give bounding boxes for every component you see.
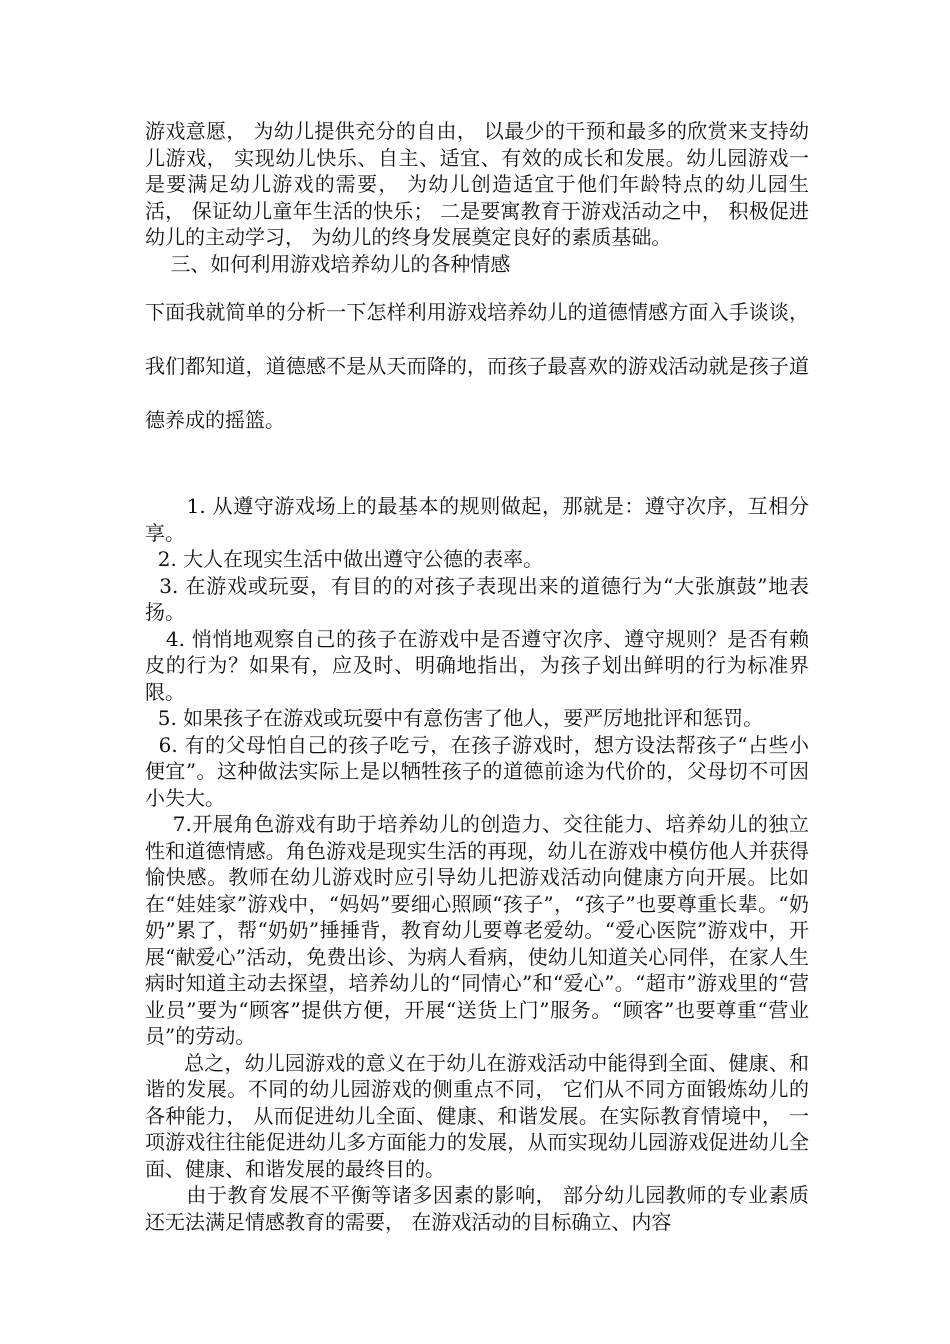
list-item-2: 2. 大人在现实生活中做出遵守公德的表率。: [145, 547, 544, 571]
list-item-4: 4. 悄悄地观察自己的孩子在游戏中是否遵守次序、遵守规则？是否有赖皮的行为？如果有，应及时、明确地指出，为孩子划出鲜明的行为标准界限。: [145, 626, 809, 704]
list-item-1: 1. 从遵守游戏场上的最基本的规则做起，那就是：遵守次序，互相分享。: [145, 494, 809, 545]
list-item-3: 3. 在游戏或玩耍，有目的的对孩子表现出来的道德行为“大张旗鼓”地表扬。: [145, 573, 810, 624]
document-page: [145, 118, 809, 1235]
list-item-6: 6. 有的父母怕自己的孩子吃亏，在孩子游戏时，想方设法帮孩子“占些小便宜”。这种做法实际上是以牺牲孩子的道德前途为代价的，父母切不可因小失大。: [145, 732, 809, 810]
intro-paragraph: 下面我就简单的分析一下怎样利用游戏培养幼儿的道德情感方面入手谈谈，我们都知道，道德感不是从天而降的，而孩子最喜欢的游戏活动就是孩子道德养成的摇篮。: [145, 300, 809, 432]
summary-paragraph: 总之，幼儿园游戏的意义在于幼儿在游戏活动中能得到全面、健康、和谐的发展。不同的幼儿园游戏的侧重点不同， 它们从不同方面锻炼幼儿的各种能力， 从而促进幼儿全面、健康、和谐发展。在实际教育情境中， 一项游戏往往能促进幼儿多方面能力的发展，从而实现幼儿园游戏促进幼儿全面、健康、和谐发展的最终目的。: [145, 1050, 809, 1181]
section-heading-3: 三、如何利用游戏培养幼儿的各种情感: [145, 251, 511, 276]
paragraph-top: 游戏意愿， 为幼儿提供充分的自由， 以最少的干预和最多的欣赏来支持幼儿游戏， 实现幼儿快乐、自主、适宜、有效的成长和发展。幼儿园游戏一是要满足幼儿游戏的需要， 为幼儿创造适宜于他们年龄特点的幼儿园生活， 保证幼儿童年生活的快乐； 二是要寓教育于游戏活动之中， 积极促进幼儿的主动学习， 为幼儿的终身发展奠定良好的素质基础。: [145, 119, 809, 249]
closing-paragraph: 由于教育发展不平衡等诸多因素的影响， 部分幼儿园教师的专业素质还无法满足情感教育的需要， 在游戏活动的目标确立、内容: [145, 1183, 810, 1234]
list-item-7: 7.开展角色游戏有助于培养幼儿的创造力、交往能力、培养幼儿的独立性和道德情感。角色游戏是现实生活的再现，幼儿在游戏中模仿他人并获得愉快感。教师在幼儿游戏时应引导幼儿把游戏活动向健康方向开展。比如在“娃娃家”游戏中，“妈妈”要细心照顾“孩子”，“孩子”也要尊重长辈。“奶奶”累了，帮“奶奶”捶捶背，教育幼儿要尊老爱幼。“爱心医院”游戏中，开展“献爱心”活动，免费出诊、为病人看病，使幼儿知道关心同伴，在家人生病时知道主动去探望，培养幼儿的“同情心”和“爱心”。“超市”游戏里的“营业员”要为“顾客”提供方便，开展“送货上门”服务。“顾客”也要尊重“营业员”的劳动。: [145, 812, 809, 1048]
list-item-5: 5. 如果孩子在游戏或玩耍中有意伤害了他人，要严厉地批评和惩罚。: [145, 706, 764, 730]
blank-space: [145, 447, 809, 493]
